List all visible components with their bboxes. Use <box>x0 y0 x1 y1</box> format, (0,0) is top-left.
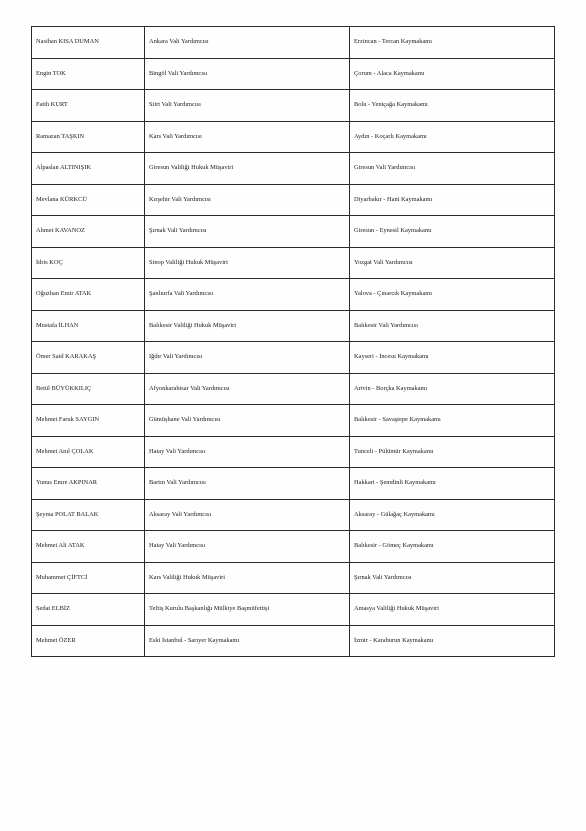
person-name-cell: Betül BÜYÜKKILIÇ <box>32 373 145 405</box>
person-name-cell: Mustafa İLHAN <box>32 310 145 342</box>
person-name-cell: Mehmet ÖZER <box>32 625 145 657</box>
person-name-cell: Ömer Said KARAKAŞ <box>32 342 145 374</box>
new-position-cell: Çorum - Alaca Kaymakamı <box>350 58 555 90</box>
previous-position-cell: Kars Vali Yardımcısı <box>145 121 350 153</box>
table-row <box>32 90 555 122</box>
person-name-cell: Mehmet Ali ATAK <box>32 531 145 563</box>
new-position-cell: Kayseri - İncesu Kaymakamı <box>350 342 555 374</box>
table-row <box>32 468 555 500</box>
new-position-cell: Diyarbakır - Hani Kaymakamı <box>350 184 555 216</box>
table-row <box>32 562 555 594</box>
person-name-cell: İdris KOÇ <box>32 247 145 279</box>
previous-position-cell: Aksaray Vali Yardımcısı <box>145 499 350 531</box>
previous-position-cell: Siirt Vali Yardımcısı <box>145 90 350 122</box>
previous-position-cell: Şırnak Vali Yardımcısı <box>145 216 350 248</box>
table-row <box>32 279 555 311</box>
person-name-cell: Alpaslan ALTINIŞIK <box>32 153 145 185</box>
table-row <box>32 499 555 531</box>
previous-position-cell: Ankara Vali Yardımcısı <box>145 27 350 59</box>
person-name-cell: Yunus Emre AKPINAR <box>32 468 145 500</box>
person-name-cell: Fatih KURT <box>32 90 145 122</box>
new-position-cell: Şırnak Vali Yardımcısı <box>350 562 555 594</box>
previous-position-cell: Hatay Vali Yardımcısı <box>145 531 350 563</box>
new-position-cell: Giresun Vali Yardımcısı <box>350 153 555 185</box>
new-position-cell: Tunceli - Pülümür Kaymakamı <box>350 436 555 468</box>
previous-position-cell: Şanlıurfa Vali Yardımcısı <box>145 279 350 311</box>
table-row <box>32 436 555 468</box>
new-position-cell: Erzincan - Tercan Kaymakamı <box>350 27 555 59</box>
assignment-table <box>31 26 555 657</box>
table-row <box>32 27 555 59</box>
person-name-cell: Mehmet Faruk SAYGIN <box>32 405 145 437</box>
table-row <box>32 310 555 342</box>
previous-position-cell: Kırşehir Vali Yardımcısı <box>145 184 350 216</box>
new-position-cell: Bolu - Yeniçağa Kaymakamı <box>350 90 555 122</box>
new-position-cell: İzmir - Karaburun Kaymakamı <box>350 625 555 657</box>
new-position-cell: Aydın - Koçarlı Kaymakamı <box>350 121 555 153</box>
person-name-cell: Sedat ELBİZ <box>32 594 145 626</box>
previous-position-cell: Hatay Vali Yardımcısı <box>145 436 350 468</box>
table-row <box>32 58 555 90</box>
person-name-cell: Nasihan KISA DUMAN <box>32 27 145 59</box>
person-name-cell: Mevlana KÜRKCÜ <box>32 184 145 216</box>
new-position-cell: Balıkesir - Gömeç Kaymakamı <box>350 531 555 563</box>
table-row <box>32 531 555 563</box>
new-position-cell: Giresun - Eynesil Kaymakamı <box>350 216 555 248</box>
previous-position-cell: Bartın Vali Yardımcısı <box>145 468 350 500</box>
new-position-cell: Aksaray - Gülağaç Kaymakamı <box>350 499 555 531</box>
previous-position-cell: Balıkesir Valiliği Hukuk Müşaviri <box>145 310 350 342</box>
table-row <box>32 405 555 437</box>
previous-position-cell: Kars Valiliği Hukuk Müşaviri <box>145 562 350 594</box>
person-name-cell: Muhammet ÇİFTCİ <box>32 562 145 594</box>
previous-position-cell: Gümüşhane Vali Yardımcısı <box>145 405 350 437</box>
table-row <box>32 342 555 374</box>
person-name-cell: Ramazan TAŞKIN <box>32 121 145 153</box>
person-name-cell: Şeyma POLAT BALAK <box>32 499 145 531</box>
person-name-cell: Ahmet KAVANOZ <box>32 216 145 248</box>
new-position-cell: Yalova - Çınarcık Kaymakamı <box>350 279 555 311</box>
new-position-cell: Yozgat Vali Yardımcısı <box>350 247 555 279</box>
new-position-cell: Hakkari - Şemdinli Kaymakamı <box>350 468 555 500</box>
person-name-cell: Mehmet Anıl ÇOLAK <box>32 436 145 468</box>
table-row <box>32 153 555 185</box>
previous-position-cell: Giresun Valiliği Hukuk Müşaviri <box>145 153 350 185</box>
table-row <box>32 216 555 248</box>
new-position-cell: Balıkesir Vali Yardımcısı <box>350 310 555 342</box>
previous-position-cell: Afyonkarahisar Vali Yardımcısı <box>145 373 350 405</box>
assignment-table-body <box>32 27 555 657</box>
new-position-cell: Balıkesir - Savaştepe Kaymakamı <box>350 405 555 437</box>
person-name-cell: Oğuzhan Emir ATAK <box>32 279 145 311</box>
previous-position-cell: Iğdır Vali Yardımcısı <box>145 342 350 374</box>
previous-position-cell: Teftiş Kurulu Başkanlığı Mülkiye Başmüfettişi <box>145 594 350 626</box>
table-row <box>32 594 555 626</box>
new-position-cell: Artvin - Borçka Kaymakamı <box>350 373 555 405</box>
table-row <box>32 625 555 657</box>
previous-position-cell: Sinop Valiliği Hukuk Müşaviri <box>145 247 350 279</box>
table-row <box>32 121 555 153</box>
new-position-cell: Amasya Valiliği Hukuk Müşaviri <box>350 594 555 626</box>
person-name-cell: Engin TOK <box>32 58 145 90</box>
table-row <box>32 373 555 405</box>
previous-position-cell: Bingöl Vali Yardımcısı <box>145 58 350 90</box>
previous-position-cell: Eski İstanbul - Sarıyer Kaymakamı <box>145 625 350 657</box>
table-row <box>32 184 555 216</box>
table-row <box>32 247 555 279</box>
